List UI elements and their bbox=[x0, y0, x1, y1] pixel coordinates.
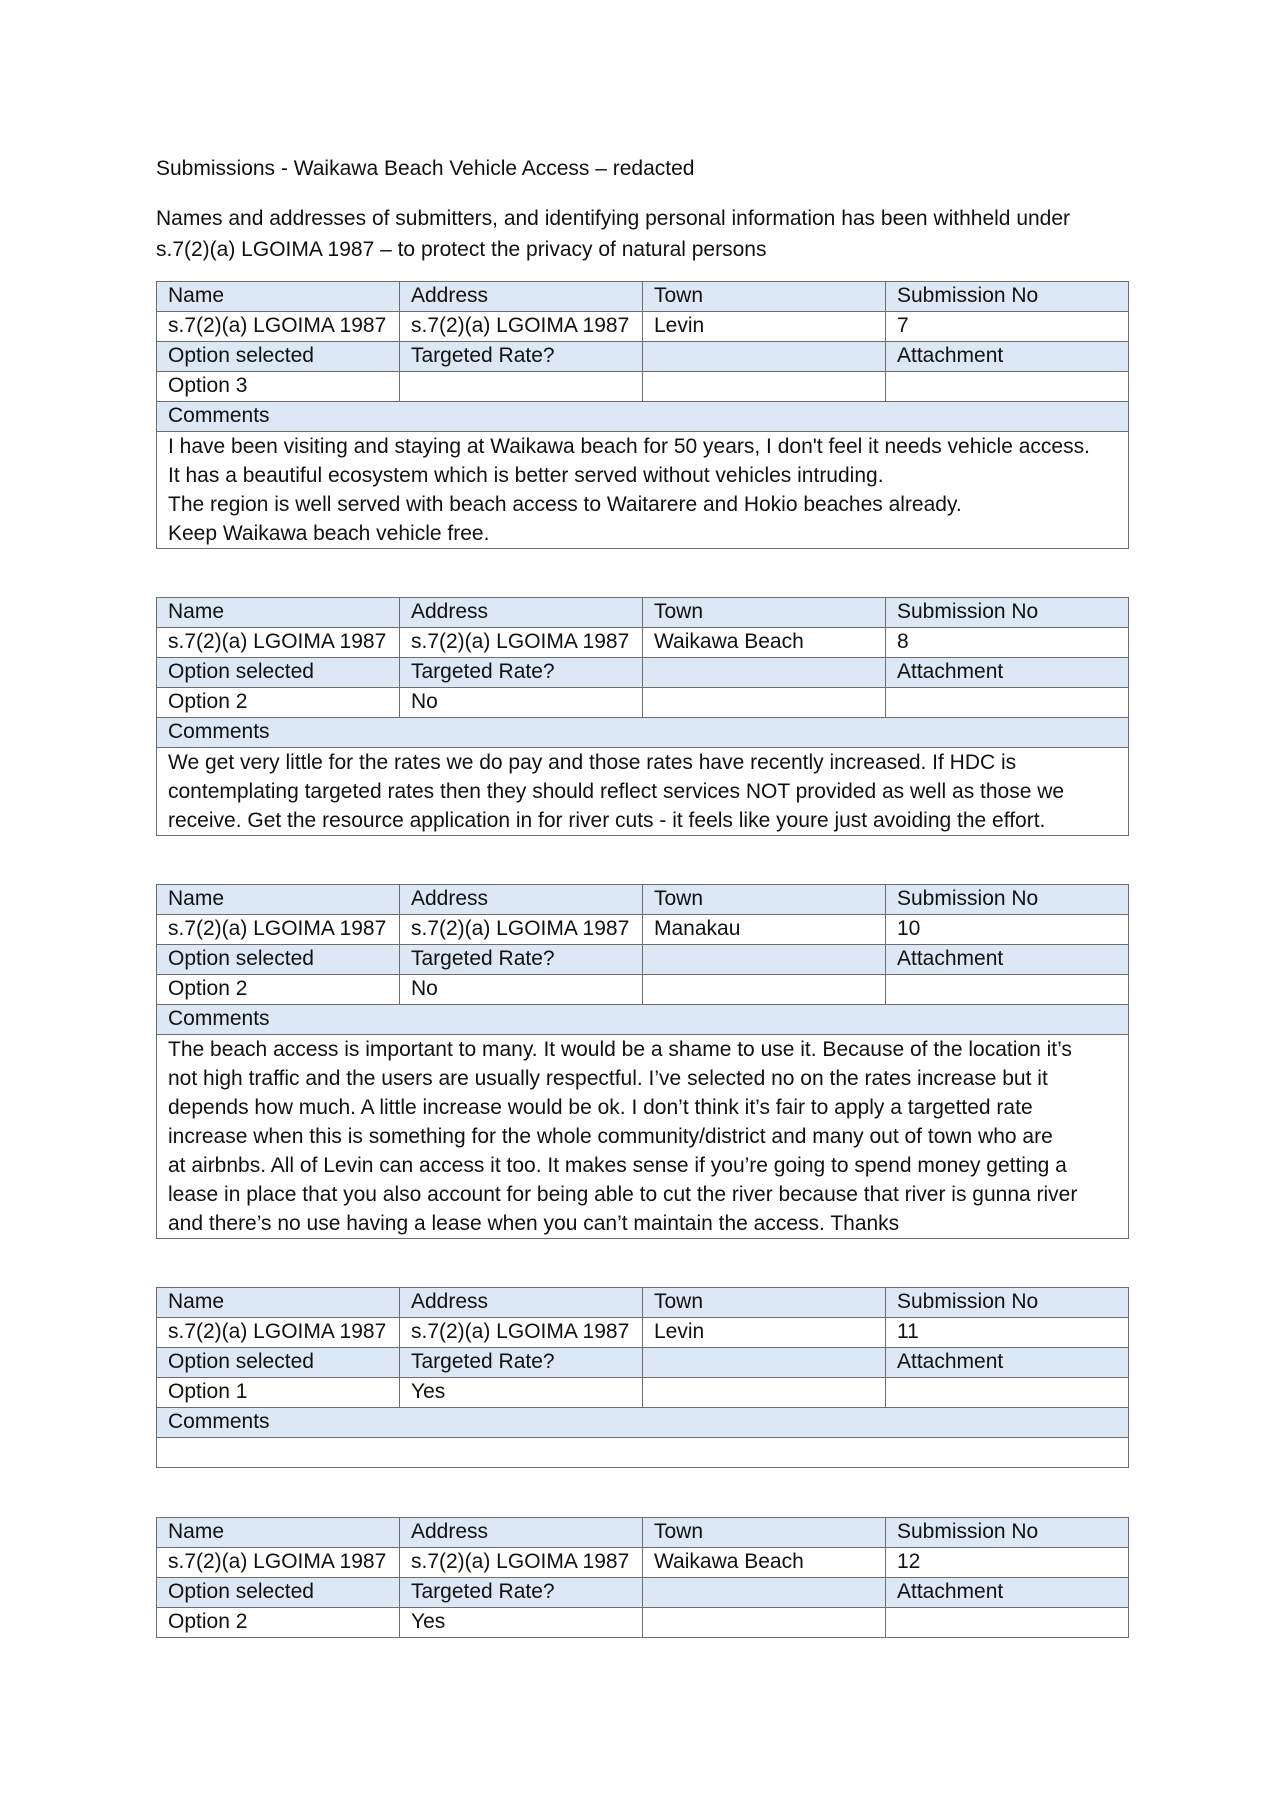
targeted-rate-label: Targeted Rate? bbox=[400, 1578, 643, 1608]
name-label: Name bbox=[157, 282, 400, 312]
address-value: s.7(2)(a) LGOIMA 1987 bbox=[400, 1318, 643, 1348]
option-selected-label: Option selected bbox=[157, 658, 400, 688]
empty-cell bbox=[643, 372, 886, 402]
address-label: Address bbox=[400, 1518, 643, 1548]
options-header-row bbox=[157, 1578, 1129, 1608]
empty-cell bbox=[643, 1348, 886, 1378]
address-label: Address bbox=[400, 282, 643, 312]
comments-value: We get very little for the rates we do pay and those rates have recently increased. If HDC is contemplating targeted rates then they should reflect services NOT provided as well as those we receive. Get the resource application in for river cuts - it feels like youre just avoiding the effort. bbox=[157, 748, 1129, 836]
attachment-value bbox=[886, 372, 1129, 402]
town-value: Waikawa Beach bbox=[643, 1548, 886, 1578]
details-row bbox=[157, 915, 1129, 945]
town-label: Town bbox=[643, 885, 886, 915]
option-selected-label: Option selected bbox=[157, 945, 400, 975]
comments-row bbox=[157, 1438, 1129, 1468]
empty-cell bbox=[643, 342, 886, 372]
name-label: Name bbox=[157, 598, 400, 628]
town-label: Town bbox=[643, 1288, 886, 1318]
details-row bbox=[157, 1318, 1129, 1348]
details-row bbox=[157, 1548, 1129, 1578]
town-label: Town bbox=[643, 598, 886, 628]
option-value: Option 2 bbox=[157, 975, 400, 1005]
comments-label: Comments bbox=[157, 718, 1129, 748]
comments-label: Comments bbox=[157, 1408, 1129, 1438]
empty-cell bbox=[643, 658, 886, 688]
submission-no-label: Submission No bbox=[886, 598, 1129, 628]
targeted-rate-label: Targeted Rate? bbox=[400, 1348, 643, 1378]
submission-table bbox=[156, 1287, 1129, 1468]
comments-row bbox=[157, 748, 1129, 836]
options-header-row bbox=[157, 1348, 1129, 1378]
comments-header-row bbox=[157, 402, 1129, 432]
targeted-rate-label: Targeted Rate? bbox=[400, 658, 643, 688]
submission-no-value: 12 bbox=[886, 1548, 1129, 1578]
attachment-label: Attachment bbox=[886, 658, 1129, 688]
attachment-label: Attachment bbox=[886, 945, 1129, 975]
comments-row bbox=[157, 432, 1129, 549]
submission-no-label: Submission No bbox=[886, 885, 1129, 915]
empty-cell bbox=[643, 1608, 886, 1638]
intro-paragraph: Names and addresses of submitters, and identifying personal information has been withheld under s.7(2)(a) LGOIMA 1987 – to protect the privacy of natural persons bbox=[156, 207, 1071, 261]
address-label: Address bbox=[400, 598, 643, 628]
targeted-rate-label: Targeted Rate? bbox=[400, 342, 643, 372]
comments-header-row bbox=[157, 1005, 1129, 1035]
address-label: Address bbox=[400, 885, 643, 915]
submission-no-label: Submission No bbox=[886, 1288, 1129, 1318]
page-title: Submissions - Waikawa Beach Vehicle Access – redacted bbox=[156, 157, 695, 180]
submission-table bbox=[156, 597, 1129, 836]
comments-row bbox=[157, 1035, 1129, 1239]
targeted-rate-value: No bbox=[400, 688, 643, 718]
attachment-value bbox=[886, 975, 1129, 1005]
comments-label: Comments bbox=[157, 1005, 1129, 1035]
details-row bbox=[157, 628, 1129, 658]
options-row bbox=[157, 1378, 1129, 1408]
options-header-row bbox=[157, 658, 1129, 688]
option-value: Option 2 bbox=[157, 1608, 400, 1638]
details-row bbox=[157, 312, 1129, 342]
name-value: s.7(2)(a) LGOIMA 1987 bbox=[157, 915, 400, 945]
empty-cell bbox=[643, 688, 886, 718]
name-label: Name bbox=[157, 1518, 400, 1548]
comments-value: The beach access is important to many. It would be a shame to use it. Because of the location it’s not high traffic and the users are usually respectful. I’ve selected no on the rates increase but it depends how much. A little increase would be ok. I don’t think it’s fair to apply a targetted rate increase when this is something for the whole community/district and many out of town who are at airbnbs. All of Levin can access it too. It makes sense if you’re going to spend money getting a lease in place that you also account for being able to cut the river because that river is gunna river and there’s no use having a lease when you can’t maintain the access. Thanks bbox=[157, 1035, 1129, 1239]
option-value: Option 3 bbox=[157, 372, 400, 402]
address-value: s.7(2)(a) LGOIMA 1987 bbox=[400, 1548, 643, 1578]
address-value: s.7(2)(a) LGOIMA 1987 bbox=[400, 628, 643, 658]
submission-no-label: Submission No bbox=[886, 282, 1129, 312]
town-value: Levin bbox=[643, 1318, 886, 1348]
attachment-label: Attachment bbox=[886, 1578, 1129, 1608]
comments-value: I have been visiting and staying at Waikawa beach for 50 years, I don't feel it needs vehicle access. It has a beautiful ecosystem which is better served without vehicles intruding. The region is well served with beach access to Waitarere and Hokio beaches already. Keep Waikawa beach vehicle free. bbox=[157, 432, 1129, 549]
name-value: s.7(2)(a) LGOIMA 1987 bbox=[157, 312, 400, 342]
header-row bbox=[157, 885, 1129, 915]
targeted-rate-label: Targeted Rate? bbox=[400, 945, 643, 975]
option-selected-label: Option selected bbox=[157, 1578, 400, 1608]
header-row bbox=[157, 598, 1129, 628]
town-value: Levin bbox=[643, 312, 886, 342]
comments-header-row bbox=[157, 1408, 1129, 1438]
comments-label: Comments bbox=[157, 402, 1129, 432]
name-value: s.7(2)(a) LGOIMA 1987 bbox=[157, 1318, 400, 1348]
targeted-rate-value: Yes bbox=[400, 1608, 643, 1638]
attachment-value bbox=[886, 1608, 1129, 1638]
header-row bbox=[157, 1518, 1129, 1548]
option-selected-label: Option selected bbox=[157, 342, 400, 372]
name-value: s.7(2)(a) LGOIMA 1987 bbox=[157, 628, 400, 658]
town-label: Town bbox=[643, 282, 886, 312]
submission-no-value: 10 bbox=[886, 915, 1129, 945]
header-row bbox=[157, 1288, 1129, 1318]
header-row bbox=[157, 282, 1129, 312]
submission-no-value: 7 bbox=[886, 312, 1129, 342]
town-label: Town bbox=[643, 1518, 886, 1548]
options-header-row bbox=[157, 342, 1129, 372]
comments-header-row bbox=[157, 718, 1129, 748]
comments-value bbox=[157, 1438, 1129, 1468]
options-row bbox=[157, 975, 1129, 1005]
options-row bbox=[157, 688, 1129, 718]
targeted-rate-value: No bbox=[400, 975, 643, 1005]
targeted-rate-value bbox=[400, 372, 643, 402]
empty-cell bbox=[643, 1578, 886, 1608]
options-header-row bbox=[157, 945, 1129, 975]
empty-cell bbox=[643, 1378, 886, 1408]
empty-cell bbox=[643, 945, 886, 975]
address-value: s.7(2)(a) LGOIMA 1987 bbox=[400, 312, 643, 342]
option-value: Option 1 bbox=[157, 1378, 400, 1408]
submission-table bbox=[156, 884, 1129, 1239]
town-value: Waikawa Beach bbox=[643, 628, 886, 658]
empty-cell bbox=[643, 975, 886, 1005]
submission-table bbox=[156, 1517, 1129, 1638]
submission-no-value: 8 bbox=[886, 628, 1129, 658]
targeted-rate-value: Yes bbox=[400, 1378, 643, 1408]
options-row bbox=[157, 372, 1129, 402]
name-label: Name bbox=[157, 885, 400, 915]
attachment-label: Attachment bbox=[886, 342, 1129, 372]
attachment-label: Attachment bbox=[886, 1348, 1129, 1378]
address-label: Address bbox=[400, 1288, 643, 1318]
options-row bbox=[157, 1608, 1129, 1638]
attachment-value bbox=[886, 1378, 1129, 1408]
address-value: s.7(2)(a) LGOIMA 1987 bbox=[400, 915, 643, 945]
submission-no-label: Submission No bbox=[886, 1518, 1129, 1548]
town-value: Manakau bbox=[643, 915, 886, 945]
submission-table bbox=[156, 281, 1129, 549]
name-label: Name bbox=[157, 1288, 400, 1318]
option-value: Option 2 bbox=[157, 688, 400, 718]
submission-no-value: 11 bbox=[886, 1318, 1129, 1348]
option-selected-label: Option selected bbox=[157, 1348, 400, 1378]
name-value: s.7(2)(a) LGOIMA 1987 bbox=[157, 1548, 400, 1578]
attachment-value bbox=[886, 688, 1129, 718]
